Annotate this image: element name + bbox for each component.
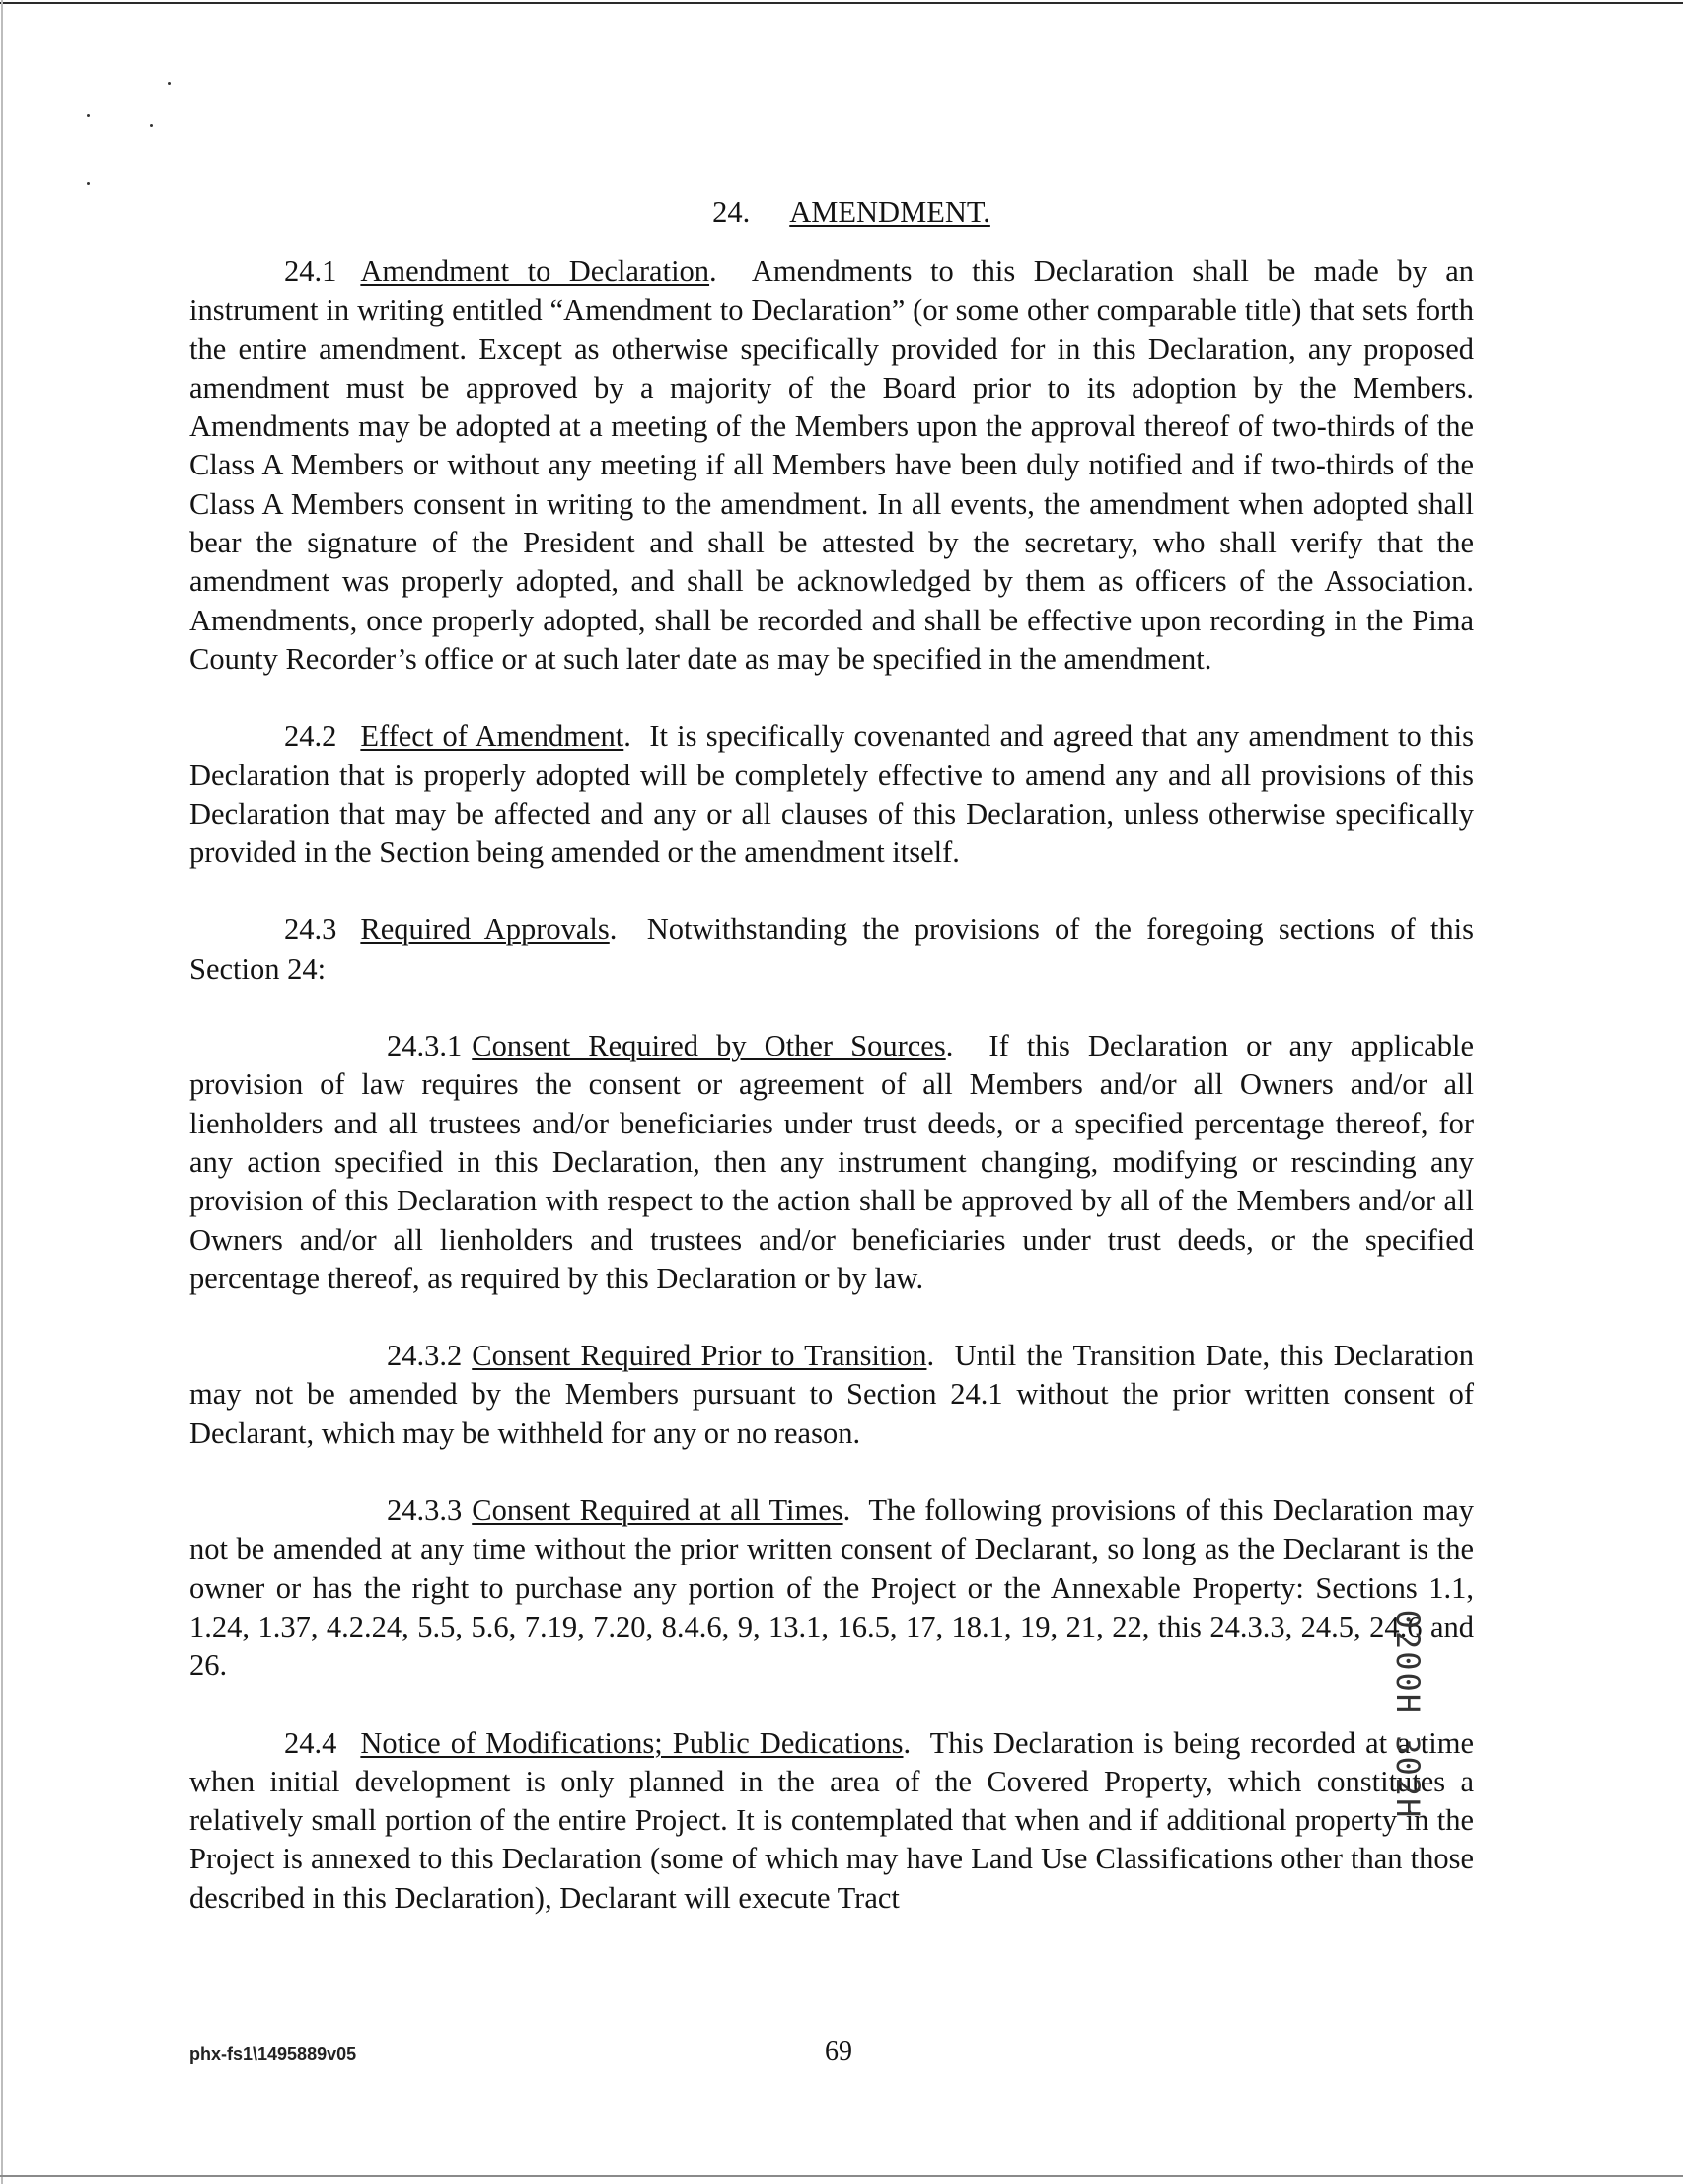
scan-speck bbox=[168, 82, 171, 85]
heading-number: 24. bbox=[712, 195, 751, 229]
section-title: Notice of Modifications; Public Dedications bbox=[360, 1725, 904, 1760]
section-title: Effect of Amendment bbox=[360, 719, 624, 754]
section-body: It is specifically covenanted and agreed that any amendment to this Declaration that is properly adopted will be completely effective to amend any and all provisions of this Declaration that may be affected and any or all clauses of this Declaration, unless otherwise specifically provided in the Section being amended or the amendment itself. bbox=[189, 719, 1475, 870]
section-body: This Declaration is being recorded at a time when initial development is only planned in the area of the Covered Property, which constitutes a relatively small portion of the entire Project. It is contemplated that when and if additional property in the Project is annexed to this Declaration (some of which may have Land Use Classifications other than those described in this Declaration), Declarant will execute Tract bbox=[189, 1725, 1474, 1915]
paragraph-24-1: 24.1 Amendment to Declaration. Amendments to this Declaration shall be made by an instrument in writing entitled “Amendment to Declaration” (or some other comparable title) that sets forth the entire amendment. Except as otherwise specifically provided for in this Declaration, any proposed amendment must be approved by a majority of the Board prior to its adoption by the Members. Amendments may be adopted at a meeting of the Members upon the approval thereof of two-thirds of the Class A Members or without any meeting if all Members have been duly notified and if two-thirds of the Class A Members consent in writing to the amendment. In all events, the amendment when adopted shall bear the signature of the President and shall be attested by the secretary, who shall verify that the amendment was properly adopted, and shall be acknowledged by them as officers of the Association. Amendments, once properly adopted, shall be recorded and shall be effective upon recording in the Pima County Recorder’s office or at such later date as may be specified in the amendment. bbox=[189, 255, 1474, 676]
paragraph-24-3: 24.3 Required Approvals. Notwithstanding the provisions of the foregoing sections of this Section 24: bbox=[189, 912, 1474, 985]
recorder-stamp-text: 0200H 302H bbox=[1389, 1609, 1427, 1820]
page-number: 69 bbox=[825, 2036, 852, 2067]
section-number: 24.3.1 bbox=[387, 1029, 463, 1063]
section-title: Consent Required at all Times bbox=[472, 1493, 843, 1528]
section-number: 24.3.2 bbox=[387, 1339, 463, 1373]
section-number: 24.4 bbox=[284, 1725, 337, 1760]
scan-top-edge bbox=[0, 2, 1683, 4]
section-title: Amendment to Declaration bbox=[360, 255, 710, 288]
paragraph-24-2: 24.2 Effect of Amendment. It is specifically covenanted and agreed that any amendment to this Declaration that is properly adopted will be completely effective to amend any and all provisions of this Declaration that may be affected and any or all clauses of this Declaration, unless otherwise specifically provided in the Section being amended or the amendment itself. bbox=[189, 719, 1475, 870]
paragraph-24-3-2: 24.3.2 Consent Required Prior to Transition. Until the Transition Date, this Declaration may not be amended by the Members pursuant to Section 24.1 without the prior written consent of Declarant, which may be withheld for any or no reason. bbox=[189, 1339, 1474, 1450]
section-number: 24.2 bbox=[284, 719, 337, 754]
section-body: Until the Transition Date, this Declaration may not be amended by the Members pursuant to Section 24.1 without the prior written consent of Declarant, which may be withheld for any or no reason. bbox=[189, 1339, 1474, 1450]
section-body: If this Declaration or any applicable provision of law requires the consent or agreement of all Members and/or all Owners and/or all lienholders and all trustees and/or beneficiaries under trust deeds, or a specified percentage thereof, for any action specified in this Declaration, then any instrument changing, modifying or rescinding any provision of this Declaration with respect to the action shall be approved by all of the Members and/or all Owners and/or all lienholders and trustees and/or beneficiaries under trust deeds, or the specified percentage thereof, as required by this Declaration or by law. bbox=[189, 1029, 1475, 1295]
document-id: phx-fs1\1495889v05 bbox=[189, 2044, 357, 2064]
paragraph-24-4: 24.4 Notice of Modifications; Public Dedications. This Declaration is being recorded at a time when initial development is only planned in the area of the Covered Property, which constitutes a relatively small portion of the entire Project. It is contemplated that when and if additional property in the Project is annexed to this Declaration (some of which may have Land Use Classifications other than those described in this Declaration), Declarant will execute Tract bbox=[189, 1725, 1474, 1915]
scan-speck bbox=[87, 114, 90, 117]
section-title: Consent Required by Other Sources bbox=[472, 1029, 946, 1063]
document-body bbox=[189, 193, 1474, 1956]
section-number: 24.1 bbox=[284, 255, 337, 288]
paragraph-24-3-3: 24.3.3 Consent Required at all Times. The following provisions of this Declaration may not be amended at any time without the prior written consent of Declarant, so long as the Declarant is the owner or has the right to purchase any portion of the Project or the Annexable Property: Sections 1.1, 1.24, 1.37, 4.2.24, 5.5, 5.6, 7.19, 7.20, 8.4.6, 9, 13.1, 16.5, 17, 18.1, 19, 21, 22, this 24.3.3, 24.5, 24.6 and 26. bbox=[189, 1493, 1474, 1683]
section-body: The following provisions of this Declaration may not be amended at any time without the prior written consent of Declarant, so long as the Declarant is the owner or has the right to purchase any portion of the Project or the Annexable Property: Sections 1.1, 1.24, 1.37, 4.2.24, 5.5, 5.6, 7.19, 7.20, 8.4.6, 9, 13.1, 16.5, 17, 18.1, 19, 21, 22, this 24.3.3, 24.5, 24.6 and 26. bbox=[189, 1493, 1474, 1683]
section-number: 24.3 bbox=[284, 912, 337, 947]
scan-speck bbox=[150, 124, 153, 127]
paragraph-24-3-1: 24.3.1 Consent Required by Other Sources. If this Declaration or any applicable provision of law requires the consent or agreement of all Members and/or all Owners and/or all lienholders and all trustees and/or beneficiaries under trust deeds, or a specified percentage thereof, for any action specified in this Declaration, then any instrument changing, modifying or rescinding any provision of this Declaration with respect to the action shall be approved by all of the Members and/or all Owners and/or all lienholders and trustees and/or beneficiaries under trust deeds, or the specified percentage thereof, as required by this Declaration or by law. bbox=[189, 1029, 1475, 1295]
section-body: Amendments to this Declaration shall be made by an instrument in writing entitled “Amendment to Declaration” (or some other comparable title) that sets forth the entire amendment. Except as otherwise specifically provided for in this Declaration, any proposed amendment must be approved by a majority of the Board prior to its adoption by the Members. Amendments may be adopted at a meeting of the Members upon the approval thereof of two-thirds of the Class A Members or without any meeting if all Members have been duly notified and if two-thirds of the Class A Members consent in writing to the amendment. In all events, the amendment when adopted shall bear the signature of the President and shall be attested by the secretary, who shall verify that the amendment was properly adopted, and shall be acknowledged by them as officers of the Association. Amendments, once properly adopted, shall be recorded and shall be effective upon recording in the Pima County Recorder’s office or at such later date as may be specified in the amendment. bbox=[189, 255, 1474, 676]
section-heading bbox=[189, 193, 1474, 233]
scan-bottom-edge bbox=[0, 2175, 1683, 2177]
section-title: Consent Required Prior to Transition bbox=[472, 1339, 927, 1373]
section-number: 24.3.3 bbox=[387, 1493, 463, 1528]
recorder-stamp bbox=[1383, 1566, 1432, 1862]
scan-left-edge bbox=[1, 0, 3, 2184]
section-body: Notwithstanding the provisions of the foregoing sections of this Section 24: bbox=[189, 912, 1474, 985]
section-title: Required Approvals bbox=[360, 912, 610, 947]
heading-title: AMENDMENT. bbox=[789, 195, 990, 229]
scan-speck bbox=[87, 182, 90, 185]
